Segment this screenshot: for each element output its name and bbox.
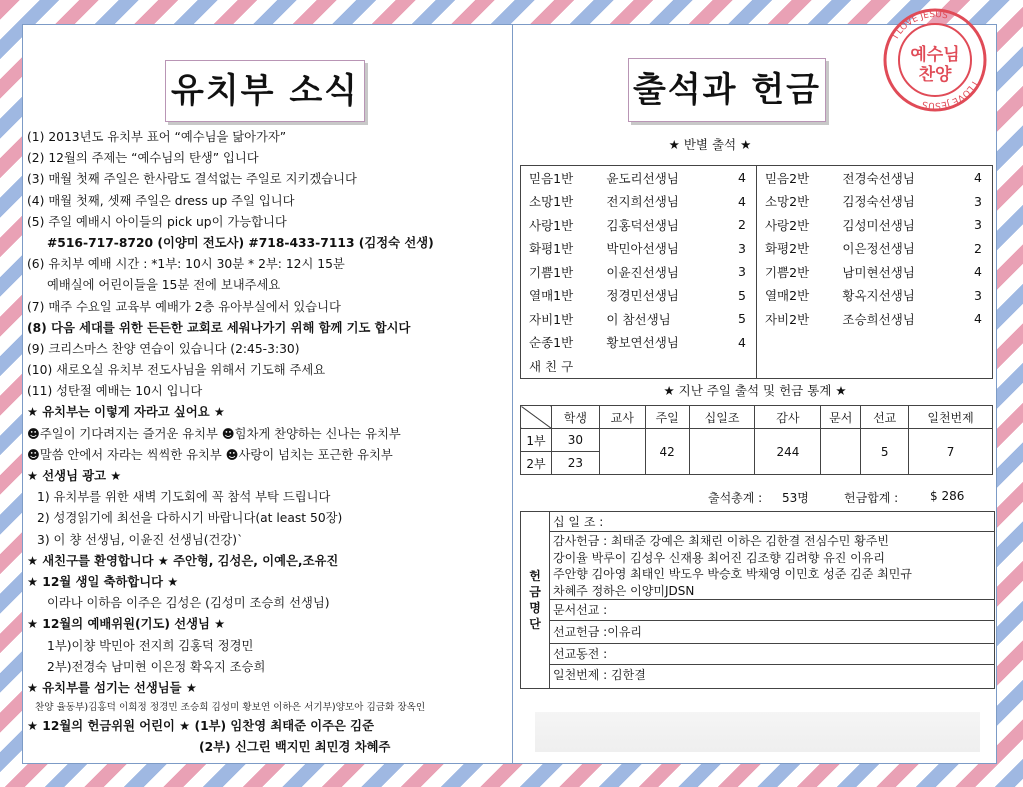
column-header: 십일조 bbox=[689, 406, 755, 429]
news-item-1: (1) 2013년도 유치부 표어 “예수님을 닮아가자” bbox=[27, 130, 287, 144]
service-label: 2부 bbox=[521, 452, 552, 475]
offering-names-label-cell bbox=[521, 512, 550, 688]
class-name: 기쁨1반 bbox=[529, 264, 574, 280]
attendance-count: 3 bbox=[974, 287, 982, 303]
stamp-line-2: 찬양 bbox=[918, 65, 952, 85]
thanks-names-3: 주안향 김아영 최태인 박도우 박승호 박채영 이민호 성준 김준 최민규 bbox=[553, 567, 912, 581]
attendance-count: 5 bbox=[738, 311, 746, 327]
worship-committee-1: 1부)이챵 박민아 전지희 김홍덕 정경민 bbox=[47, 638, 254, 653]
attendance-total-value: 53명 bbox=[782, 491, 809, 505]
stamp-ring-text-2: I LOVE JESUS bbox=[921, 79, 979, 111]
kindergarten-news-list bbox=[27, 127, 509, 758]
class-attendance-table bbox=[520, 165, 993, 379]
column-header: 학생 bbox=[551, 406, 599, 429]
teacher-name: 조승희선생님 bbox=[842, 311, 915, 327]
teacher-name: 김성미선생님 bbox=[842, 217, 915, 233]
teacher-name: 이은정선생님 bbox=[842, 241, 915, 257]
class-name: 사랑2반 bbox=[756, 213, 834, 237]
news-item-6: (6) 유치부 예배 시간 : *1부: 10시 30분 * 2부: 12시 15분 bbox=[27, 257, 345, 272]
attendance-count: 3 bbox=[974, 193, 982, 209]
worship-committee-heading: ★ 12월의 예배위원(기도) 선생님 ★ bbox=[27, 617, 226, 632]
building-names: 선교동전 : bbox=[553, 647, 608, 661]
table-row bbox=[521, 429, 993, 452]
table-row bbox=[521, 260, 993, 284]
attendance-count: 4 bbox=[738, 334, 746, 350]
class-name: 자비1반 bbox=[529, 311, 574, 327]
document-offering bbox=[821, 429, 861, 475]
teacher-name: 윤도리선생님 bbox=[606, 170, 679, 186]
table-row bbox=[521, 166, 993, 190]
student-count: 23 bbox=[551, 452, 599, 475]
attendance-count: 3 bbox=[974, 217, 982, 233]
attendance-total-label: 출석총계 : bbox=[708, 491, 763, 505]
growth-heading: ★ 유치부는 이렇게 자라고 싶어요 ★ bbox=[27, 405, 225, 420]
thanks-names-4: 차혜주 정하은 이양미JDSN bbox=[553, 583, 695, 598]
tithe-row bbox=[549, 512, 994, 532]
class-name: 믿음2반 bbox=[756, 166, 834, 190]
class-name: 새 친 구 bbox=[529, 358, 574, 374]
class-name: 순종1반 bbox=[529, 335, 574, 351]
document-row bbox=[549, 600, 994, 621]
class-name: 사랑1반 bbox=[529, 217, 574, 233]
document-names: 문서선교 : bbox=[553, 603, 608, 617]
tithe-offering bbox=[689, 429, 755, 475]
offering-names-table bbox=[520, 511, 995, 689]
class-name: 화평1반 bbox=[529, 241, 574, 257]
thousand-offering: 7 bbox=[909, 429, 993, 475]
attendance-count: 4 bbox=[738, 193, 746, 209]
birthday-heading: ★ 12월 생일 축하합니다 ★ bbox=[27, 574, 179, 589]
serving-teachers-list: 찬양 율동부)김홍덕 이희정 정경민 조승희 김성미 황보연 이하은 서기부)양모아 김금화 장옥인 bbox=[35, 702, 426, 714]
new-friends: ★ 새친구를 환영합니다 ★ 주안형, 김성은, 이예은,조유진 bbox=[27, 553, 339, 568]
stamp-line-1: 예수님 bbox=[910, 45, 960, 65]
attendance-count: 3 bbox=[738, 240, 746, 256]
offering-total-label: 헌금합계 : bbox=[844, 491, 899, 505]
pickup-phone-numbers: #516-717-8720 (이양미 전도사) #718-433-7113 (김정숙 선생) bbox=[47, 235, 434, 250]
class-name: 열매2반 bbox=[756, 284, 834, 308]
attendance-count: 4 bbox=[738, 170, 746, 186]
class-name: 화평2반 bbox=[756, 237, 834, 261]
class-name: 소망1반 bbox=[529, 194, 574, 210]
faded-placeholder-box bbox=[535, 712, 980, 752]
teacher-name: 김홍덕선생님 bbox=[606, 217, 679, 233]
mission-offering: 5 bbox=[861, 429, 909, 475]
growth-line-2: ☻말씀 안에서 자라는 씩씩한 유치부 ☻사랑이 넘치는 포근한 유치부 bbox=[27, 447, 393, 462]
offering-names-label: 헌금명단 bbox=[529, 569, 541, 631]
class-name: 자비2반 bbox=[756, 307, 834, 331]
news-item-11: (11) 성탄절 예배는 10시 입니다 bbox=[27, 384, 203, 399]
news-item-8: (8) 다음 세대를 위한 든든한 교회로 세워나가기 위해 함께 기도 합시다 bbox=[27, 320, 411, 335]
teacher-notice-2: 2) 성경읽기에 최선을 다하시기 바랍니다(at least 50장) bbox=[37, 511, 343, 526]
i-love-jesus-stamp bbox=[880, 5, 990, 115]
news-item-10: (10) 새로오실 유치부 전도사님을 위해서 기도해 주세요 bbox=[27, 363, 326, 378]
thanks-offering: 244 bbox=[755, 429, 821, 475]
serving-teachers-heading: ★ 유치부를 섬기는 선생님들 ★ bbox=[27, 680, 197, 695]
teacher-name: 이 참선생님 bbox=[606, 311, 671, 327]
thousand-row bbox=[549, 665, 994, 686]
class-name: 열매1반 bbox=[529, 288, 574, 304]
column-header: 교사 bbox=[599, 406, 645, 429]
attendance-count: 4 bbox=[974, 311, 982, 327]
column-header: 주일 bbox=[645, 406, 689, 429]
news-item-6-note: 예배실에 어린이들을 15분 전에 보내주세요 bbox=[47, 278, 281, 293]
attendance-count: 2 bbox=[974, 240, 982, 256]
table-row bbox=[521, 284, 993, 308]
offering-children-2: (2부) 신그린 백지민 최민경 차혜주 bbox=[199, 740, 391, 755]
table-row bbox=[521, 237, 993, 261]
thanks-names-2: 강이율 박루이 김성우 신재용 최어진 김조향 김려향 유진 이유리 bbox=[553, 550, 885, 565]
attendance-offering-title: 출석과 헌금 bbox=[628, 58, 826, 122]
teacher-name: 박민아선생님 bbox=[606, 241, 679, 257]
class-attendance-heading: ★ 반별 출석 ★ bbox=[668, 137, 752, 152]
table-row bbox=[521, 307, 993, 331]
teacher-name: 이윤진선생님 bbox=[606, 264, 679, 280]
thanks-names-1: 감사헌금 : 최태준 강예은 최채린 이하은 김한결 전심수민 황주빈 bbox=[553, 534, 889, 548]
attendance-count: 3 bbox=[738, 264, 746, 280]
teacher-name: 남미현선생님 bbox=[842, 264, 915, 280]
teacher-count bbox=[599, 429, 645, 475]
birthday-names: 이라나 이하음 이주은 김성은 (김성미 조승희 선생님) bbox=[47, 596, 330, 611]
table-row bbox=[521, 213, 993, 237]
teacher-name: 정경민선생님 bbox=[606, 288, 679, 304]
news-item-5: (5) 주일 예배시 아이들의 pick up이 가능합니다 bbox=[27, 214, 287, 229]
column-header: 일천번제 bbox=[909, 406, 993, 429]
student-count: 30 bbox=[551, 429, 599, 452]
service-label: 1부 bbox=[521, 429, 552, 452]
attendance-count: 4 bbox=[974, 264, 982, 280]
class-name: 소망2반 bbox=[756, 190, 834, 214]
offering-children-1: ★ 12월의 헌금위원 어린이 ★ (1부) 임찬영 최태준 이주은 김준 bbox=[27, 719, 374, 734]
news-item-7: (7) 매주 수요일 교육부 예배가 2층 유아부실에서 있습니다 bbox=[27, 299, 341, 314]
teacher-name: 황보연선생님 bbox=[606, 335, 679, 351]
class-name: 기쁨2반 bbox=[756, 260, 834, 284]
news-item-4: (4) 매월 첫째, 셋째 주일은 dress up 주일 입니다 bbox=[27, 193, 295, 208]
tithe-names: 십 일 조 : bbox=[553, 515, 604, 529]
attendance-count: 4 bbox=[974, 170, 982, 186]
worship-committee-2: 2부)전경숙 남미현 이은정 확옥지 조승희 bbox=[47, 659, 266, 674]
offering-total-value: $ 286 bbox=[930, 489, 965, 503]
column-divider bbox=[512, 24, 513, 764]
thousand-names: 일천번제 : 김한결 bbox=[553, 668, 646, 682]
attendance-count: 5 bbox=[738, 287, 746, 303]
table-row bbox=[521, 331, 993, 355]
column-header: 문서 bbox=[821, 406, 861, 429]
diagonal-corner-cell bbox=[521, 406, 552, 429]
sunday-offering: 42 bbox=[645, 429, 689, 475]
table-row bbox=[521, 190, 993, 214]
teacher-notice-heading: ★ 선생님 광고 ★ bbox=[27, 469, 122, 483]
column-header: 감사 bbox=[755, 406, 821, 429]
mission-row bbox=[549, 621, 994, 644]
teacher-name: 전경숙선생님 bbox=[842, 170, 915, 186]
class-name: 믿음1반 bbox=[529, 170, 574, 186]
teacher-name: 전지희선생님 bbox=[606, 194, 679, 210]
stamp-ring-text: I LOVE JESUS bbox=[891, 9, 949, 41]
teacher-notice-1: 1) 유치부를 위한 새벽 기도회에 꼭 참석 부탁 드립니다 bbox=[37, 490, 331, 505]
table-row bbox=[521, 354, 993, 378]
teacher-name: 김정숙선생님 bbox=[842, 194, 915, 210]
teacher-notice-3: 3) 이 챵 선생님, 이윤진 선생님(건강)` bbox=[37, 532, 244, 547]
mission-names: 선교헌금 :이유리 bbox=[553, 625, 643, 639]
column-header: 선교 bbox=[861, 406, 909, 429]
news-item-9: (9) 크리스마스 찬양 연습이 있습니다 (2:45-3:30) bbox=[27, 341, 300, 356]
stats-heading: ★ 지난 주일 출석 및 헌금 통계 ★ bbox=[663, 383, 847, 398]
growth-line-1: ☻주일이 기다려지는 즐거운 유치부 ☻힘차게 찬양하는 신나는 유치부 bbox=[27, 426, 401, 441]
stats-header-row bbox=[521, 406, 993, 429]
teacher-name: 황옥지선생님 bbox=[842, 288, 915, 304]
news-item-2: (2) 12월의 주제는 “예수님의 탄생” 입니다 bbox=[27, 151, 259, 166]
news-item-3: (3) 매월 첫째 주일은 한사람도 결석없는 주일로 지키겠습니다 bbox=[27, 172, 357, 187]
building-row bbox=[549, 644, 994, 665]
attendance-offering-stats-table bbox=[520, 405, 993, 475]
attendance-count: 2 bbox=[738, 217, 746, 233]
kindergarten-news-title: 유치부 소식 bbox=[165, 60, 365, 122]
thanks-row bbox=[549, 532, 994, 600]
